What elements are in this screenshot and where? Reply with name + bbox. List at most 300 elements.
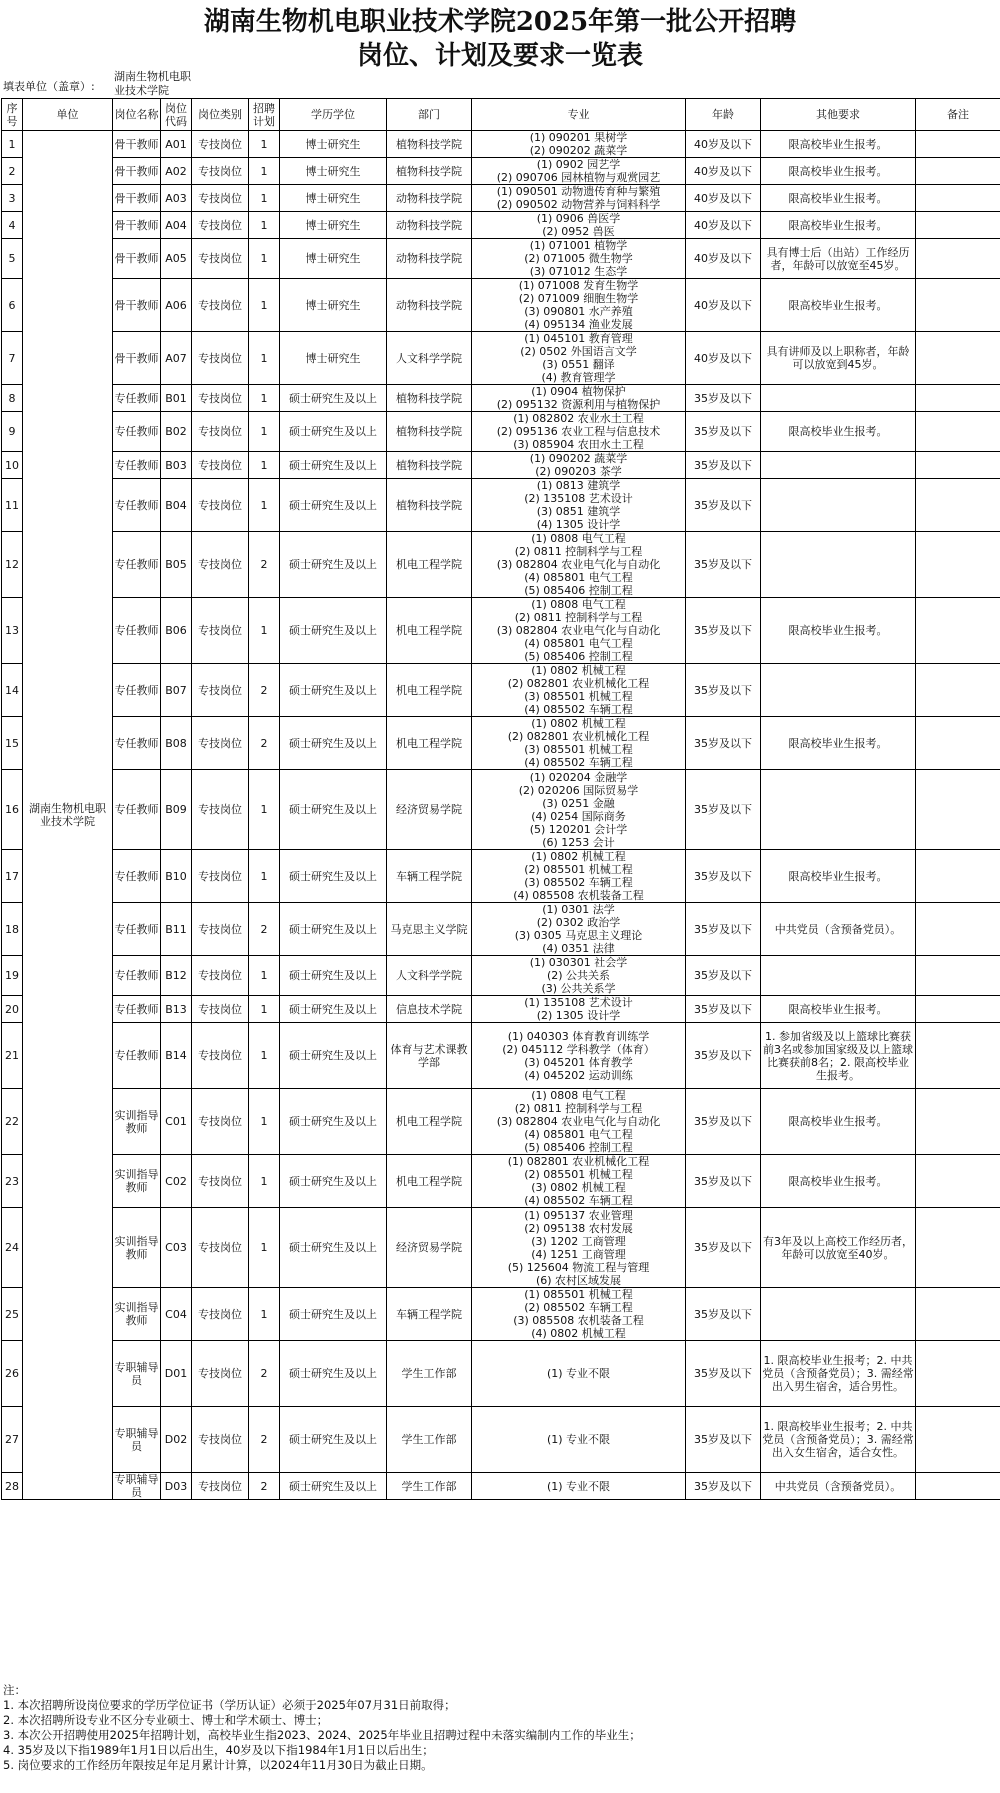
cell-department: 机电工程学院: [387, 532, 472, 598]
major-item: (5) 085406 控制工程: [524, 1141, 633, 1154]
cell-age: 35岁及以下: [686, 1089, 761, 1155]
major-item: (2) 0811 控制科学与工程: [514, 611, 643, 624]
major-item: (2) 0302 政治学: [536, 916, 621, 929]
cell-major: [472, 956, 686, 996]
cell-age: 35岁及以下: [686, 532, 761, 598]
cell-post-name: 骨干教师: [113, 239, 161, 279]
cell-other: [761, 664, 916, 717]
cell-post-name: 骨干教师: [113, 131, 161, 158]
major-item: (1) 0802 机械工程: [531, 717, 626, 730]
cell-major: [472, 1023, 686, 1089]
cell-other: 中共党员（含预备党员）。: [761, 903, 916, 956]
cell-remarks: [916, 664, 1000, 717]
cell-other: [761, 1288, 916, 1341]
cell-post-name: 专任教师: [113, 996, 161, 1023]
cell-major: [472, 1208, 686, 1288]
cell-department: 经济贸易学院: [387, 1208, 472, 1288]
major-item: (2) 090502 动物营养与饲料科学: [496, 198, 661, 211]
cell-seq: 11: [2, 479, 23, 532]
cell-seq: 27: [2, 1407, 23, 1473]
header-remarks: 备注: [916, 99, 1000, 131]
cell-plan: 1: [249, 598, 280, 664]
cell-other: 1. 参加省级及以上篮球比赛获前3名或参加国家级及以上篮球比赛获前8名；2. 限高校毕业生报考。: [761, 1023, 916, 1089]
cell-major: [472, 279, 686, 332]
cell-education: 硕士研究生及以上: [280, 996, 387, 1023]
major-item: (4) 0351 法律: [542, 942, 615, 955]
cell-age: 35岁及以下: [686, 1208, 761, 1288]
cell-seq: 7: [2, 332, 23, 385]
table-row: [2, 598, 1000, 664]
cell-department: 机电工程学院: [387, 1155, 472, 1208]
major-item: (3) 071012 生态学: [529, 265, 628, 278]
cell-post-category: 专技岗位: [192, 1341, 249, 1407]
cell-other: 限高校毕业生报考。: [761, 1155, 916, 1208]
cell-age: 35岁及以下: [686, 717, 761, 770]
page-subtitle: 岗位、计划及要求一览表: [356, 41, 643, 71]
cell-department: 植物科技学院: [387, 412, 472, 452]
cell-post-name: 专任教师: [113, 956, 161, 996]
major-item: (4) 085801 电气工程: [524, 571, 633, 584]
cell-post-code: B02: [161, 412, 192, 452]
cell-post-code: A07: [161, 332, 192, 385]
major-item: (4) 0802 机械工程: [531, 1327, 626, 1340]
cell-post-code: D03: [161, 1473, 192, 1500]
table-row: [2, 1208, 1000, 1288]
table-row: [2, 1089, 1000, 1155]
cell-age: 40岁及以下: [686, 185, 761, 212]
cell-department: 植物科技学院: [387, 131, 472, 158]
cell-post-category: 专技岗位: [192, 385, 249, 412]
cell-post-category: 专技岗位: [192, 452, 249, 479]
major-item: (2) 020206 国际贸易学: [518, 783, 639, 797]
cell-education: 博士研究生: [280, 185, 387, 212]
major-item: (3) 1202 工商管理: [531, 1234, 626, 1248]
major-item: (1) 085501 机械工程: [524, 1288, 633, 1301]
table-row: [2, 1341, 1000, 1407]
major-item: (2) 071009 细胞生物学: [518, 292, 639, 305]
cell-post-name: 专任教师: [113, 385, 161, 412]
cell-plan: 2: [249, 717, 280, 770]
major-item: (1) 082801 农业机械化工程: [507, 1155, 650, 1168]
cell-post-category: 专技岗位: [192, 412, 249, 452]
note-line: 4. 35岁及以下指1989年1月1日以后出生，40岁及以下指1984年1月1日以后出生；: [3, 1743, 434, 1757]
cell-age: 40岁及以下: [686, 212, 761, 239]
table-body: [2, 131, 1000, 1500]
cell-post-name: 专任教师: [113, 1023, 161, 1089]
cell-education: 硕士研究生及以上: [280, 1155, 387, 1208]
cell-department: 人文科学学院: [387, 956, 472, 996]
cell-post-code: A01: [161, 131, 192, 158]
cell-plan: 1: [249, 452, 280, 479]
cell-post-category: 专技岗位: [192, 850, 249, 903]
cell-remarks: [916, 279, 1000, 332]
major-item: (2) 082801 农业机械化工程: [507, 677, 650, 690]
cell-remarks: [916, 1407, 1000, 1473]
cell-other: 限高校毕业生报考。: [761, 996, 916, 1023]
cell-education: 博士研究生: [280, 212, 387, 239]
note-line: 2. 本次招聘所设专业不区分专业硕士、博士和学术硕士、博士；: [3, 1713, 329, 1727]
cell-post-name: 专任教师: [113, 717, 161, 770]
cell-education: 硕士研究生及以上: [280, 532, 387, 598]
cell-department: 动物科技学院: [387, 212, 472, 239]
cell-seq: 1: [2, 131, 23, 158]
cell-plan: 2: [249, 664, 280, 717]
cell-plan: 2: [249, 532, 280, 598]
table-row: [2, 158, 1000, 185]
cell-department: 车辆工程学院: [387, 850, 472, 903]
major-item: (4) 1251 工商管理: [531, 1247, 626, 1261]
cell-post-category: 专技岗位: [192, 770, 249, 850]
cell-age: 35岁及以下: [686, 1023, 761, 1089]
cell-major: [472, 479, 686, 532]
table-row: [2, 1023, 1000, 1089]
cell-major: [472, 131, 686, 158]
header-major: 专业: [472, 99, 686, 131]
cell-post-name: 实训指导教师: [113, 1288, 161, 1341]
major-item: (3) 082804 农业电气化与自动化: [496, 624, 661, 637]
cell-post-name: 专任教师: [113, 532, 161, 598]
cell-age: 40岁及以下: [686, 239, 761, 279]
cell-age: 35岁及以下: [686, 412, 761, 452]
cell-department: 植物科技学院: [387, 158, 472, 185]
major-item: (2) 095132 资源利用与植物保护: [496, 398, 661, 411]
cell-post-category: 专技岗位: [192, 1023, 249, 1089]
cell-plan: 1: [249, 1155, 280, 1208]
major-item: (1) 030301 社会学: [529, 956, 628, 969]
major-item: (4) 085801 电气工程: [524, 637, 633, 650]
cell-other: 1. 限高校毕业生报考；2. 中共党员（含预备党员）；3. 需经常出入男生宿舍，适合男性。: [761, 1341, 916, 1407]
cell-post-category: 专技岗位: [192, 212, 249, 239]
cell-post-code: A04: [161, 212, 192, 239]
cell-other: 中共党员（含预备党员）。: [761, 1473, 916, 1500]
cell-post-category: 专技岗位: [192, 185, 249, 212]
major-item: (3) 0305 马克思主义理论: [514, 929, 643, 942]
major-item: (3) 0851 建筑学: [536, 505, 621, 518]
cell-education: 博士研究生: [280, 239, 387, 279]
header-education: 学历学位: [280, 99, 387, 131]
cell-department: 植物科技学院: [387, 385, 472, 412]
cell-plan: 2: [249, 903, 280, 956]
cell-seq: 24: [2, 1208, 23, 1288]
cell-plan: 2: [249, 1341, 280, 1407]
header-post-name: 岗位名称: [113, 99, 161, 131]
cell-education: 硕士研究生及以上: [280, 1407, 387, 1473]
cell-post-name: 专任教师: [113, 598, 161, 664]
major-item: (1) 090201 果树学: [529, 131, 628, 144]
table-row: [2, 996, 1000, 1023]
cell-seq: 8: [2, 385, 23, 412]
major-item: (1) 135108 艺术设计: [524, 996, 633, 1009]
major-item: (1) 090202 蔬菜学: [529, 452, 628, 465]
cell-department: 经济贸易学院: [387, 770, 472, 850]
cell-other: 限高校毕业生报考。: [761, 279, 916, 332]
cell-plan: 1: [249, 1288, 280, 1341]
cell-education: 博士研究生: [280, 158, 387, 185]
major-item: (1) 040303 体育教育训练学: [507, 1029, 650, 1043]
cell-post-name: 专任教师: [113, 664, 161, 717]
table-row: [2, 239, 1000, 279]
major-item: (2) 095136 农业工程与信息技术: [496, 425, 661, 438]
cell-post-name: 专职辅导员: [113, 1407, 161, 1473]
cell-major: [472, 903, 686, 956]
cell-seq: 12: [2, 532, 23, 598]
cell-education: 博士研究生: [280, 332, 387, 385]
cell-education: 硕士研究生及以上: [280, 598, 387, 664]
cell-remarks: [916, 996, 1000, 1023]
major-item: (1) 0813 建筑学: [536, 479, 621, 492]
major-item: (1) 020204 金融学: [529, 770, 628, 784]
major-item: (1) 0906 兽医学: [536, 212, 621, 225]
cell-remarks: [916, 1288, 1000, 1341]
cell-education: 博士研究生: [280, 131, 387, 158]
cell-post-code: D01: [161, 1341, 192, 1407]
cell-major: [472, 158, 686, 185]
cell-education: 硕士研究生及以上: [280, 903, 387, 956]
major-item: (1) 0808 电气工程: [531, 1089, 626, 1102]
cell-major: [472, 412, 686, 452]
cell-seq: 2: [2, 158, 23, 185]
recruitment-table: [1, 98, 1000, 1500]
cell-post-name: 专任教师: [113, 850, 161, 903]
major-item: (1) 0808 电气工程: [531, 532, 626, 545]
header-post-code: 岗位代码: [161, 99, 192, 131]
note-line: 1. 本次招聘所设岗位要求的学历学位证书（学历认证）必须于2025年07月31日前取得；: [3, 1698, 456, 1712]
cell-remarks: [916, 332, 1000, 385]
major-item: (5) 085406 控制工程: [524, 584, 633, 597]
cell-major: [472, 1288, 686, 1341]
major-item: (1) 专业不限: [546, 1367, 611, 1380]
major-item: (4) 085508 农机装备工程: [513, 889, 644, 902]
cell-seq: 23: [2, 1155, 23, 1208]
cell-age: 35岁及以下: [686, 956, 761, 996]
cell-seq: 5: [2, 239, 23, 279]
major-item: (1) 0904 植物保护: [531, 385, 626, 398]
cell-other: 限高校毕业生报考。: [761, 598, 916, 664]
major-item: (2) 085501 机械工程: [524, 863, 633, 876]
cell-post-code: A03: [161, 185, 192, 212]
cell-post-category: 专技岗位: [192, 532, 249, 598]
cell-age: 40岁及以下: [686, 279, 761, 332]
table-row: [2, 479, 1000, 532]
cell-seq: 9: [2, 412, 23, 452]
cell-plan: 2: [249, 1407, 280, 1473]
cell-remarks: [916, 239, 1000, 279]
cell-unit: 湖南生物机电职业技术学院: [23, 131, 113, 1500]
major-item: (3) 090801 水产养殖: [524, 305, 633, 318]
major-item: (1) 专业不限: [546, 1433, 611, 1446]
note-line: 注：: [3, 1683, 26, 1697]
cell-education: 硕士研究生及以上: [280, 452, 387, 479]
cell-major: [472, 1473, 686, 1500]
table-row: [2, 850, 1000, 903]
header-seq: 序号: [2, 99, 23, 131]
cell-post-category: 专技岗位: [192, 332, 249, 385]
cell-post-name: 专职辅导员: [113, 1341, 161, 1407]
table-row: [2, 1288, 1000, 1341]
major-item: (2) 085502 车辆工程: [524, 1301, 633, 1314]
major-item: (3) 082804 农业电气化与自动化: [496, 558, 661, 571]
cell-post-name: 专任教师: [113, 479, 161, 532]
cell-education: 硕士研究生及以上: [280, 1288, 387, 1341]
major-item: (2) 0811 控制科学与工程: [514, 1102, 643, 1115]
major-item: (5) 125604 物流工程与管理: [507, 1260, 650, 1274]
major-item: (2) 045112 学科教学（体育）: [502, 1042, 655, 1056]
cell-age: 40岁及以下: [686, 158, 761, 185]
cell-seq: 6: [2, 279, 23, 332]
cell-plan: 1: [249, 850, 280, 903]
cell-remarks: [916, 598, 1000, 664]
cell-plan: 2: [249, 1473, 280, 1500]
cell-post-code: B05: [161, 532, 192, 598]
header-post-category: 岗位类别: [192, 99, 249, 131]
cell-post-name: 专任教师: [113, 903, 161, 956]
cell-plan: 1: [249, 239, 280, 279]
cell-age: 35岁及以下: [686, 1155, 761, 1208]
cell-other: [761, 452, 916, 479]
cell-age: 35岁及以下: [686, 996, 761, 1023]
cell-post-code: B04: [161, 479, 192, 532]
cell-seq: 25: [2, 1288, 23, 1341]
cell-major: [472, 770, 686, 850]
table-row: [2, 956, 1000, 996]
cell-plan: 1: [249, 1208, 280, 1288]
cell-other: 限高校毕业生报考。: [761, 185, 916, 212]
cell-age: 40岁及以下: [686, 131, 761, 158]
cell-major: [472, 850, 686, 903]
table-row: [2, 664, 1000, 717]
table-row: [2, 903, 1000, 956]
cell-post-code: A06: [161, 279, 192, 332]
cell-post-category: 专技岗位: [192, 598, 249, 664]
major-item: (3) 085502 车辆工程: [524, 876, 633, 889]
cell-seq: 13: [2, 598, 23, 664]
cell-major: [472, 996, 686, 1023]
table-row: [2, 717, 1000, 770]
cell-department: 信息技术学院: [387, 996, 472, 1023]
cell-education: 硕士研究生及以上: [280, 1473, 387, 1500]
major-item: (3) 085508 农机装备工程: [513, 1314, 644, 1327]
cell-post-category: 专技岗位: [192, 903, 249, 956]
cell-seq: 17: [2, 850, 23, 903]
cell-post-name: 骨干教师: [113, 279, 161, 332]
cell-department: 机电工程学院: [387, 717, 472, 770]
major-item: (1) 0808 电气工程: [531, 598, 626, 611]
major-item: (3) 082804 农业电气化与自动化: [496, 1115, 661, 1128]
major-item: (4) 085502 车辆工程: [524, 756, 633, 769]
cell-post-code: B10: [161, 850, 192, 903]
cell-post-name: 专任教师: [113, 770, 161, 850]
major-item: (3) 045201 体育教学: [524, 1055, 633, 1069]
cell-remarks: [916, 185, 1000, 212]
cell-major: [472, 717, 686, 770]
page-title: 湖南生物机电职业技术学院2025年第一批公开招聘: [203, 7, 797, 37]
cell-other: 有3年及以上高校工作经历者，年龄可以放宽至40岁。: [761, 1208, 916, 1288]
cell-other: 具有讲师及以上职称者，年龄可以放宽到45岁。: [761, 332, 916, 385]
cell-major: [472, 1155, 686, 1208]
cell-remarks: [916, 1341, 1000, 1407]
cell-department: 学生工作部: [387, 1341, 472, 1407]
cell-department: 动物科技学院: [387, 239, 472, 279]
major-item: (1) 071008 发育生物学: [518, 279, 639, 292]
cell-seq: 20: [2, 996, 23, 1023]
cell-major: [472, 239, 686, 279]
cell-plan: 1: [249, 956, 280, 996]
header-age: 年龄: [686, 99, 761, 131]
header-unit: 单位: [23, 99, 113, 131]
cell-education: 硕士研究生及以上: [280, 385, 387, 412]
cell-seq: 22: [2, 1089, 23, 1155]
cell-seq: 19: [2, 956, 23, 996]
cell-major: [472, 385, 686, 412]
table-row: [2, 385, 1000, 412]
major-item: (1) 071001 植物学: [529, 239, 628, 252]
major-item: (4) 085801 电气工程: [524, 1128, 633, 1141]
cell-post-category: 专技岗位: [192, 158, 249, 185]
table-row: [2, 452, 1000, 479]
table-row: [2, 185, 1000, 212]
cell-post-category: 专技岗位: [192, 996, 249, 1023]
cell-remarks: [916, 1473, 1000, 1500]
cell-age: 35岁及以下: [686, 1407, 761, 1473]
cell-post-code: B14: [161, 1023, 192, 1089]
cell-education: 硕士研究生及以上: [280, 412, 387, 452]
major-item: (2) 1305 设计学: [536, 1009, 621, 1022]
major-item: (3) 0551 翻译: [542, 358, 615, 371]
cell-remarks: [916, 903, 1000, 956]
major-item: (4) 0254 国际商务: [531, 809, 626, 823]
cell-plan: 1: [249, 212, 280, 239]
cell-department: 机电工程学院: [387, 664, 472, 717]
major-item: (4) 085502 车辆工程: [524, 1194, 633, 1207]
cell-plan: 1: [249, 996, 280, 1023]
cell-plan: 1: [249, 158, 280, 185]
cell-seq: 3: [2, 185, 23, 212]
cell-seq: 18: [2, 903, 23, 956]
cell-education: 硕士研究生及以上: [280, 850, 387, 903]
cell-post-name: 实训指导教师: [113, 1208, 161, 1288]
table-row: [2, 532, 1000, 598]
cell-post-category: 专技岗位: [192, 717, 249, 770]
cell-major: [472, 664, 686, 717]
major-item: (1) 045101 教育管理: [524, 332, 633, 345]
cell-post-code: C04: [161, 1288, 192, 1341]
note-line: 5. 岗位要求的工作经历年限按足年足月累计计算，以2024年11月30日为截止日期。: [3, 1758, 433, 1772]
cell-education: 硕士研究生及以上: [280, 956, 387, 996]
cell-remarks: [916, 850, 1000, 903]
cell-other: [761, 479, 916, 532]
cell-other: 限高校毕业生报考。: [761, 158, 916, 185]
cell-other: [761, 956, 916, 996]
major-item: (3) 085501 机械工程: [524, 743, 633, 756]
cell-department: 人文科学学院: [387, 332, 472, 385]
cell-major: [472, 1407, 686, 1473]
unit-label: 填表单位（盖章）:: [3, 80, 95, 93]
cell-other: 限高校毕业生报考。: [761, 850, 916, 903]
unit-value: 湖南生物机电职业技术学院: [114, 70, 191, 97]
cell-plan: 1: [249, 185, 280, 212]
major-item: (2) 135108 艺术设计: [524, 492, 633, 505]
cell-age: 35岁及以下: [686, 479, 761, 532]
notes: [3, 1683, 641, 1773]
cell-remarks: [916, 1155, 1000, 1208]
major-item: (3) 0802 机械工程: [531, 1181, 626, 1194]
cell-remarks: [916, 1023, 1000, 1089]
cell-post-category: 专技岗位: [192, 1407, 249, 1473]
cell-major: [472, 1089, 686, 1155]
table-row: [2, 1473, 1000, 1500]
major-item: (1) 090501 动物遗传育种与繁殖: [496, 185, 661, 198]
cell-seq: 10: [2, 452, 23, 479]
